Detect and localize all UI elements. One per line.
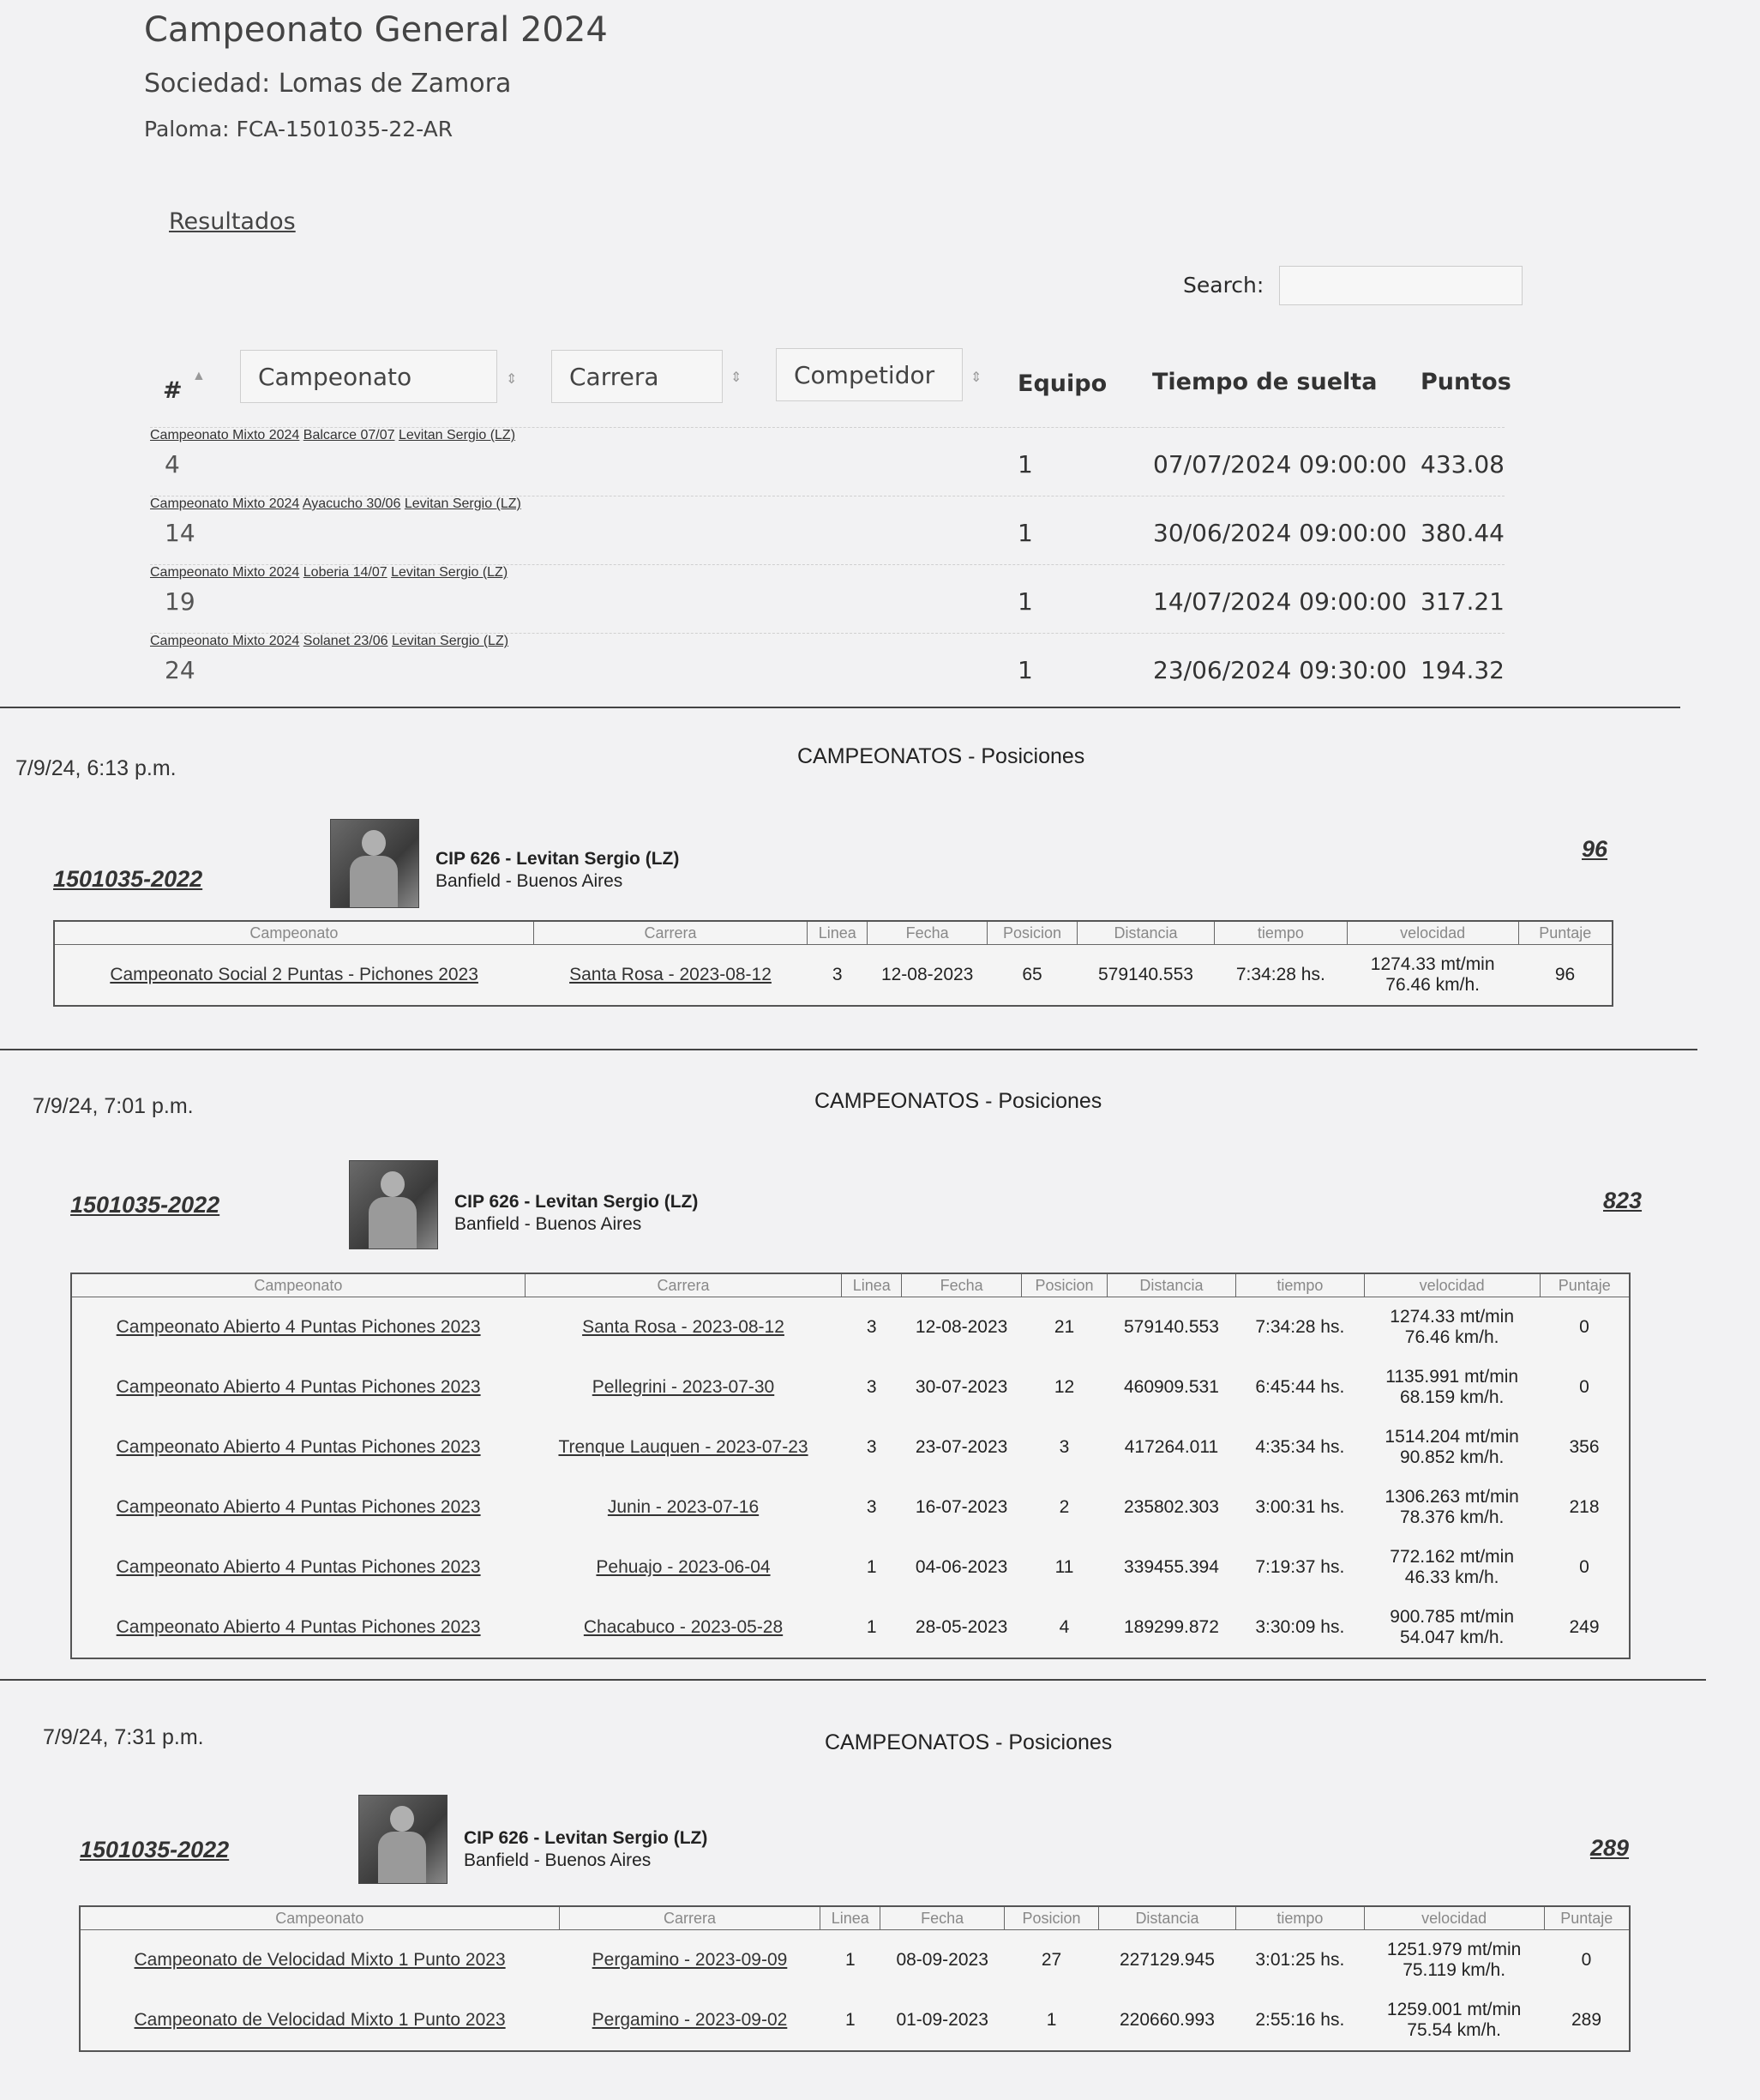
fecha-value: 16-07-2023 bbox=[915, 1497, 1008, 1517]
velocidad-mtmin: 1259.001 mt/min bbox=[1386, 2000, 1522, 2019]
velocidad-mtmin: 1135.991 mt/min bbox=[1385, 1367, 1519, 1387]
tiempo-value: 6:45:44 hs. bbox=[1255, 1377, 1345, 1397]
section-title: CAMPEONATOS - Posiciones bbox=[825, 1730, 1113, 1754]
tiempo-value: 4:35:34 hs. bbox=[1255, 1437, 1345, 1457]
velocidad-kmh: 78.376 km/h. bbox=[1399, 1507, 1505, 1527]
table-row bbox=[71, 1417, 1630, 1477]
col-campeonato: Campeonato bbox=[71, 1273, 525, 1297]
velocidad-value bbox=[1364, 1930, 1544, 1991]
tiempo-value: 3:30:09 hs. bbox=[1255, 1617, 1345, 1637]
velocidad-mtmin: 1251.979 mt/min bbox=[1386, 1940, 1522, 1959]
col-carrera: Carrera bbox=[533, 921, 808, 945]
equipo-value: 1 bbox=[1018, 450, 1033, 478]
pigeon-photo bbox=[330, 819, 419, 908]
campeonato-link[interactable]: Campeonato Mixto 2024 bbox=[150, 634, 300, 648]
fecha-value: 28-05-2023 bbox=[915, 1617, 1008, 1637]
table-row bbox=[54, 945, 1613, 1007]
tiempo-value: 3:00:31 hs. bbox=[1255, 1497, 1345, 1517]
velocidad-kmh: 75.119 km/h. bbox=[1403, 1960, 1506, 1980]
velocidad-kmh: 68.159 km/h. bbox=[1399, 1387, 1505, 1407]
equipo-value: 1 bbox=[1018, 587, 1033, 616]
col-linea: Linea bbox=[808, 921, 868, 945]
resultados-link[interactable]: Resultados bbox=[169, 208, 296, 235]
velocidad-value bbox=[1364, 1417, 1540, 1477]
fecha-value: 23-07-2023 bbox=[915, 1437, 1008, 1457]
cip-label: CIP 626 - Levitan Sergio (LZ) bbox=[454, 1192, 699, 1212]
velocidad-value bbox=[1347, 945, 1518, 1007]
velocidad-kmh: 76.46 km/h. bbox=[1385, 975, 1481, 995]
velocidad-kmh: 75.54 km/h. bbox=[1407, 2020, 1501, 2040]
velocidad-mtmin: 1274.33 mt/min bbox=[1370, 954, 1495, 974]
print-timestamp: 7/9/24, 6:13 p.m. bbox=[15, 756, 177, 780]
velocidad-kmh: 46.33 km/h. bbox=[1404, 1567, 1499, 1587]
tiempo-value: 23/06/2024 09:30:00 bbox=[1153, 656, 1408, 684]
fecha-value: 08-09-2023 bbox=[896, 1950, 988, 1970]
linea-value: 3 bbox=[832, 965, 843, 984]
location-label: Banfield - Buenos Aires bbox=[435, 871, 623, 891]
sort-asc-icon: ▲ bbox=[192, 369, 206, 383]
puntaje-value: 218 bbox=[1569, 1497, 1600, 1517]
column-header-competidor[interactable]: Competidor bbox=[776, 348, 963, 401]
campeonato-link[interactable]: Campeonato Abierto 4 Puntas Pichones 2023 bbox=[116, 1557, 481, 1577]
puntaje-value: 249 bbox=[1569, 1617, 1600, 1637]
col-posicion: Posicion bbox=[1005, 1906, 1099, 1930]
linea-value: 1 bbox=[866, 1617, 877, 1637]
col-puntaje: Puntaje bbox=[1544, 1906, 1630, 1930]
print-timestamp: 7/9/24, 7:31 p.m. bbox=[43, 1725, 204, 1749]
carrera-link[interactable]: Loberia 14/07 bbox=[303, 565, 387, 580]
col-fecha: Fecha bbox=[868, 921, 988, 945]
col-carrera: Carrera bbox=[559, 1906, 820, 1930]
velocidad-kmh: 76.46 km/h. bbox=[1404, 1327, 1499, 1347]
velocidad-mtmin: 1306.263 mt/min bbox=[1385, 1487, 1519, 1507]
cip-label: CIP 626 - Levitan Sergio (LZ) bbox=[464, 1828, 708, 1848]
col-carrera: Carrera bbox=[525, 1273, 842, 1297]
section-title: CAMPEONATOS - Posiciones bbox=[814, 1089, 1102, 1113]
search-input[interactable] bbox=[1279, 266, 1523, 305]
section-divider bbox=[0, 1049, 1697, 1050]
page-title: Campeonato General 2024 bbox=[144, 10, 608, 50]
puntaje-value: 0 bbox=[1581, 1950, 1592, 1970]
total-points-link[interactable]: 823 bbox=[1603, 1188, 1643, 1213]
linea-value: 1 bbox=[844, 2010, 856, 2030]
col-posicion: Posicion bbox=[988, 921, 1078, 945]
table-row bbox=[150, 427, 1505, 496]
ring-number-link[interactable]: 1501035-2022 bbox=[80, 1837, 230, 1862]
carrera-link[interactable]: Chacabuco - 2023-05-28 bbox=[583, 1617, 784, 1637]
col-fecha: Fecha bbox=[880, 1906, 1005, 1930]
table-row bbox=[71, 1477, 1630, 1537]
col-fecha: Fecha bbox=[902, 1273, 1022, 1297]
col-velocidad: velocidad bbox=[1347, 921, 1518, 945]
ring-number-link[interactable]: 1501035-2022 bbox=[53, 866, 203, 892]
ring-number-link[interactable]: 1501035-2022 bbox=[70, 1192, 220, 1218]
campeonato-link[interactable]: Campeonato Mixto 2024 bbox=[150, 565, 300, 580]
puntaje-value: 289 bbox=[1571, 2010, 1602, 2030]
carrera-link[interactable]: Pergamino - 2023-09-09 bbox=[592, 1950, 788, 1970]
table-row bbox=[80, 1930, 1630, 1991]
col-puntaje: Puntaje bbox=[1540, 1273, 1630, 1297]
carrera-link[interactable]: Santa Rosa - 2023-08-12 bbox=[582, 1317, 784, 1337]
tiempo-value: 7:34:28 hs. bbox=[1235, 965, 1325, 984]
competidor-link[interactable]: Levitan Sergio (LZ) bbox=[398, 428, 516, 442]
distancia-value: 189299.872 bbox=[1123, 1617, 1219, 1637]
table-row bbox=[150, 564, 1505, 634]
posicion-value: 27 bbox=[1041, 1950, 1062, 1970]
distancia-value: 417264.011 bbox=[1124, 1437, 1219, 1457]
posicion-value: 1 bbox=[1046, 2010, 1057, 2030]
positions-table bbox=[53, 920, 1613, 1007]
table-row bbox=[71, 1297, 1630, 1358]
col-posicion: Posicion bbox=[1022, 1273, 1108, 1297]
posicion-value: 11 bbox=[1054, 1557, 1074, 1577]
posicion-value: 12 bbox=[1054, 1377, 1075, 1397]
distancia-value: 235802.303 bbox=[1123, 1497, 1219, 1517]
distancia-value: 220660.993 bbox=[1119, 2010, 1215, 2030]
posicion-value: 2 bbox=[1059, 1497, 1070, 1517]
distancia-value: 460909.531 bbox=[1123, 1377, 1219, 1397]
col-campeonato: Campeonato bbox=[80, 1906, 559, 1930]
puntaje-value: 0 bbox=[1579, 1557, 1589, 1577]
campeonato-link[interactable]: Campeonato Abierto 4 Puntas Pichones 2023 bbox=[116, 1437, 481, 1457]
positions-table bbox=[70, 1273, 1631, 1659]
tiempo-value: 7:34:28 hs. bbox=[1255, 1317, 1345, 1337]
puntaje-value: 0 bbox=[1579, 1317, 1589, 1337]
pigeon-photo bbox=[358, 1795, 448, 1884]
distancia-value: 579140.553 bbox=[1123, 1317, 1219, 1337]
col-distancia: Distancia bbox=[1107, 1273, 1235, 1297]
tiempo-value: 30/06/2024 09:00:00 bbox=[1153, 519, 1408, 547]
competidor-link[interactable]: Levitan Sergio (LZ) bbox=[391, 565, 508, 580]
velocidad-mtmin: 772.162 mt/min bbox=[1390, 1547, 1515, 1567]
carrera-link[interactable]: Santa Rosa - 2023-08-12 bbox=[569, 965, 772, 984]
table-row bbox=[71, 1598, 1630, 1658]
puntos-value: 380.44 bbox=[1421, 519, 1505, 547]
section-title: CAMPEONATOS - Posiciones bbox=[797, 744, 1085, 768]
col-campeonato: Campeonato bbox=[54, 921, 533, 945]
carrera-link[interactable]: Pehuajo - 2023-06-04 bbox=[596, 1557, 771, 1577]
column-header-campeonato[interactable]: Campeonato bbox=[240, 350, 497, 403]
print-timestamp: 7/9/24, 7:01 p.m. bbox=[33, 1094, 194, 1118]
linea-value: 3 bbox=[866, 1317, 877, 1337]
campeonato-link[interactable]: Campeonato Mixto 2024 bbox=[150, 496, 300, 511]
pigeon-photo bbox=[349, 1160, 438, 1249]
total-points-link[interactable]: 289 bbox=[1590, 1835, 1630, 1861]
equipo-value: 1 bbox=[1018, 519, 1033, 547]
sociedad-label: Sociedad: Lomas de Zamora bbox=[144, 69, 512, 99]
velocidad-mtmin: 900.785 mt/min bbox=[1390, 1607, 1515, 1627]
col-distancia: Distancia bbox=[1078, 921, 1215, 945]
campeonato-link[interactable]: Campeonato Abierto 4 Puntas Pichones 2023 bbox=[116, 1617, 481, 1637]
col-distancia: Distancia bbox=[1099, 1906, 1236, 1930]
linea-value: 1 bbox=[866, 1557, 877, 1577]
col-linea: Linea bbox=[842, 1273, 902, 1297]
campeonato-link[interactable]: Campeonato Mixto 2024 bbox=[150, 428, 300, 442]
puntos-value: 433.08 bbox=[1421, 450, 1505, 478]
carrera-link[interactable]: Pergamino - 2023-09-02 bbox=[592, 2010, 788, 2030]
col-velocidad: velocidad bbox=[1364, 1906, 1544, 1930]
fecha-value: 12-08-2023 bbox=[880, 965, 974, 984]
puntaje-value: 356 bbox=[1569, 1437, 1600, 1457]
campeonato-link[interactable]: Campeonato Abierto 4 Puntas Pichones 2023 bbox=[116, 1317, 481, 1337]
row-number: 19 bbox=[165, 587, 195, 616]
row-number: 4 bbox=[165, 450, 180, 478]
table-row bbox=[150, 496, 1505, 565]
velocidad-value bbox=[1364, 1598, 1540, 1658]
velocidad-kmh: 90.852 km/h. bbox=[1399, 1447, 1505, 1467]
carrera-link[interactable]: Pellegrini - 2023-07-30 bbox=[592, 1377, 775, 1397]
sort-icon: ⇕ bbox=[970, 370, 982, 385]
col-velocidad: velocidad bbox=[1364, 1273, 1540, 1297]
puntos-value: 194.32 bbox=[1421, 656, 1505, 684]
carrera-link[interactable]: Ayacucho 30/06 bbox=[302, 496, 401, 511]
column-header-num[interactable]: # bbox=[163, 377, 183, 404]
velocidad-value bbox=[1364, 1297, 1540, 1358]
carrera-link[interactable]: Solanet 23/06 bbox=[303, 634, 388, 648]
positions-table bbox=[79, 1905, 1631, 2052]
campeonato-link[interactable]: Campeonato Abierto 4 Puntas Pichones 2023 bbox=[116, 1497, 481, 1517]
fecha-value: 04-06-2023 bbox=[915, 1557, 1008, 1577]
fecha-value: 30-07-2023 bbox=[915, 1377, 1008, 1397]
velocidad-kmh: 54.047 km/h. bbox=[1399, 1628, 1505, 1647]
linea-value: 3 bbox=[866, 1377, 877, 1397]
table-row bbox=[71, 1357, 1630, 1417]
velocidad-value bbox=[1364, 1357, 1540, 1417]
distancia-value: 339455.394 bbox=[1123, 1557, 1219, 1577]
campeonato-link[interactable]: Campeonato Abierto 4 Puntas Pichones 2023 bbox=[116, 1377, 481, 1397]
posicion-value: 4 bbox=[1059, 1617, 1070, 1637]
distancia-value: 227129.945 bbox=[1119, 1950, 1215, 1970]
campeonato-link[interactable]: Campeonato de Velocidad Mixto 1 Punto 2023 bbox=[134, 2010, 506, 2030]
sort-icon: ⇕ bbox=[506, 372, 518, 387]
section-divider bbox=[0, 1679, 1706, 1681]
tiempo-value: 14/07/2024 09:00:00 bbox=[1153, 587, 1408, 616]
tiempo-value: 07/07/2024 09:00:00 bbox=[1153, 450, 1408, 478]
total-points-link[interactable]: 96 bbox=[1582, 836, 1608, 862]
table-row bbox=[150, 633, 1505, 702]
carrera-link[interactable]: Balcarce 07/07 bbox=[303, 428, 395, 442]
puntos-value: 317.21 bbox=[1421, 587, 1505, 616]
tiempo-value: 7:19:37 hs. bbox=[1255, 1557, 1345, 1577]
puntaje-value: 96 bbox=[1554, 965, 1576, 984]
puntaje-value: 0 bbox=[1579, 1377, 1589, 1397]
carrera-link[interactable]: Trenque Lauquen - 2023-07-23 bbox=[558, 1437, 808, 1457]
tiempo-value: 2:55:16 hs. bbox=[1255, 2010, 1345, 2030]
row-number: 14 bbox=[165, 519, 195, 547]
carrera-link[interactable]: Junin - 2023-07-16 bbox=[607, 1497, 760, 1517]
col-tiempo: tiempo bbox=[1235, 1906, 1364, 1930]
sort-icon: ⇕ bbox=[730, 370, 742, 385]
col-tiempo: tiempo bbox=[1214, 921, 1347, 945]
table-row bbox=[80, 1990, 1630, 2051]
paloma-label: Paloma: FCA-1501035-22-AR bbox=[144, 117, 454, 141]
posicion-value: 65 bbox=[1022, 965, 1042, 984]
tiempo-value: 3:01:25 hs. bbox=[1255, 1950, 1345, 1970]
column-header-puntos[interactable]: Puntos bbox=[1421, 369, 1511, 395]
fecha-value: 01-09-2023 bbox=[896, 2010, 988, 2030]
velocidad-value bbox=[1364, 1990, 1544, 2051]
col-tiempo: tiempo bbox=[1235, 1273, 1364, 1297]
cip-label: CIP 626 - Levitan Sergio (LZ) bbox=[435, 849, 680, 869]
col-linea: Linea bbox=[820, 1906, 880, 1930]
column-header-carrera[interactable]: Carrera bbox=[551, 350, 723, 403]
column-header-tiempo[interactable]: Tiempo de suelta bbox=[1152, 369, 1378, 395]
campeonato-link[interactable]: Campeonato de Velocidad Mixto 1 Punto 2023 bbox=[134, 1950, 506, 1970]
linea-value: 3 bbox=[866, 1437, 877, 1457]
distancia-value: 579140.553 bbox=[1097, 965, 1193, 984]
fecha-value: 12-08-2023 bbox=[915, 1317, 1008, 1337]
col-puntaje: Puntaje bbox=[1518, 921, 1613, 945]
location-label: Banfield - Buenos Aires bbox=[454, 1214, 642, 1234]
location-label: Banfield - Buenos Aires bbox=[464, 1850, 652, 1870]
equipo-value: 1 bbox=[1018, 656, 1033, 684]
competidor-link[interactable]: Levitan Sergio (LZ) bbox=[404, 496, 521, 511]
linea-value: 3 bbox=[866, 1497, 877, 1517]
posicion-value: 21 bbox=[1054, 1317, 1075, 1337]
search-label: Search: bbox=[1183, 273, 1264, 298]
velocidad-value bbox=[1364, 1477, 1540, 1537]
table-row bbox=[71, 1537, 1630, 1598]
competidor-link[interactable]: Levitan Sergio (LZ) bbox=[391, 634, 509, 648]
section-divider bbox=[0, 707, 1680, 708]
velocidad-value bbox=[1364, 1537, 1540, 1598]
velocidad-mtmin: 1514.204 mt/min bbox=[1385, 1427, 1519, 1447]
linea-value: 1 bbox=[844, 1950, 856, 1970]
column-header-equipo[interactable]: Equipo bbox=[1018, 370, 1108, 397]
posicion-value: 3 bbox=[1059, 1437, 1070, 1457]
campeonato-link[interactable]: Campeonato Social 2 Puntas - Pichones 2023 bbox=[110, 965, 478, 984]
velocidad-mtmin: 1274.33 mt/min bbox=[1390, 1307, 1515, 1327]
row-number: 24 bbox=[165, 656, 195, 684]
